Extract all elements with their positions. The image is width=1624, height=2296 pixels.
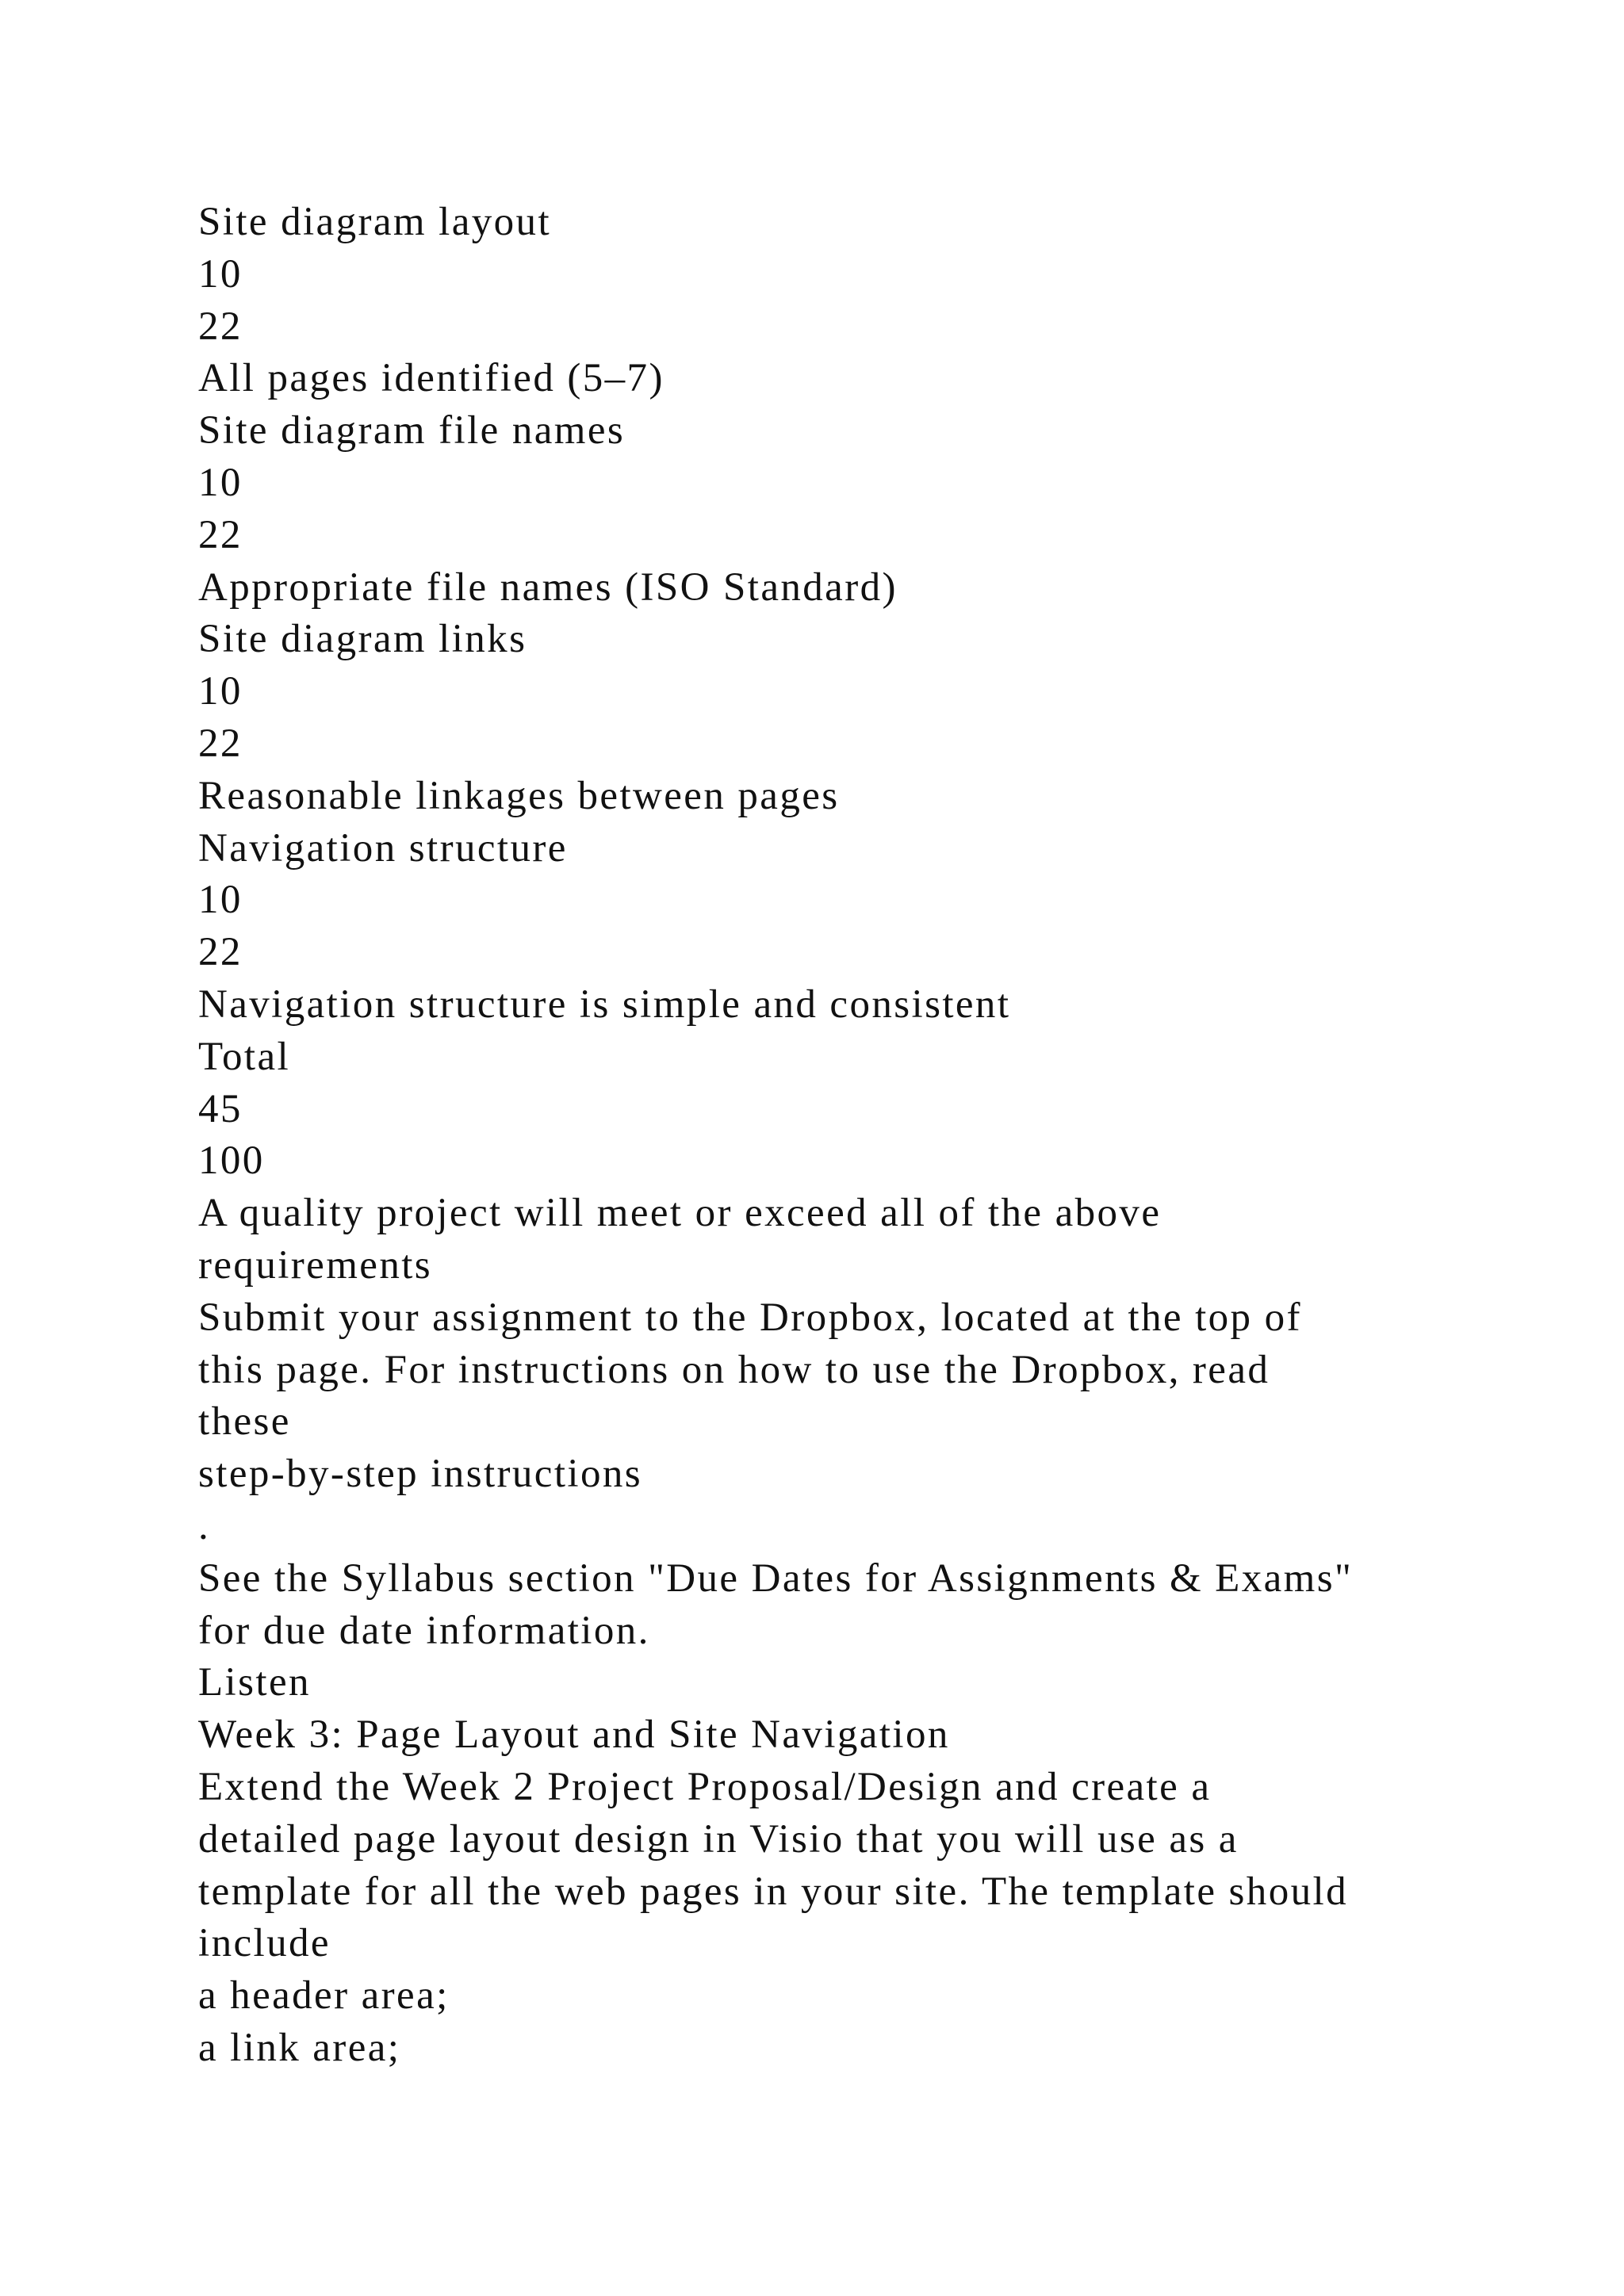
- text-line: 10: [198, 878, 243, 923]
- text-line: Reasonable linkages between pages: [198, 773, 840, 818]
- text-line: Listen: [198, 1660, 311, 1705]
- text-line: 22: [198, 930, 243, 975]
- text-line: Navigation structure: [198, 825, 568, 871]
- text-line: 10: [198, 669, 243, 714]
- text-line: 22: [198, 512, 243, 557]
- text-line: A quality project will meet or exceed all of the above: [198, 1191, 1162, 1236]
- text-line: All pages identified (5–7): [198, 356, 665, 401]
- text-line: 45: [198, 1086, 243, 1131]
- text-line: Appropriate file names (ISO Standard): [198, 564, 898, 610]
- text-line: Site diagram layout: [198, 200, 552, 244]
- text-line: template for all the web pages in your site. The template should: [198, 1869, 1348, 1914]
- text-line: 22: [198, 304, 243, 349]
- text-line: include: [198, 1921, 331, 1966]
- text-line: Navigation structure is simple and consistent: [198, 982, 1011, 1027]
- text-line: this page. For instructions on how to use the Dropbox, read: [198, 1347, 1270, 1392]
- text-line: Week 3: Page Layout and Site Navigation: [198, 1712, 950, 1758]
- text-line: 10: [198, 251, 243, 297]
- text-line: 10: [198, 460, 243, 505]
- text-line: Site diagram links: [198, 617, 527, 662]
- text-line: requirements: [198, 1242, 433, 1288]
- text-line: Submit your assignment to the Dropbox, located at the top of: [198, 1295, 1302, 1340]
- text-line: .: [198, 1503, 211, 1548]
- text-line: detailed page layout design in Visio that you will use as a: [198, 1816, 1239, 1862]
- text-line: these: [198, 1399, 291, 1445]
- text-line: a header area;: [198, 1973, 450, 2019]
- text-line: a link area;: [198, 2025, 401, 2070]
- text-line: for due date information.: [198, 1608, 650, 1653]
- document-body: [198, 197, 1507, 2075]
- text-line: Extend the Week 2 Project Proposal/Design and create a: [198, 1764, 1212, 1809]
- text-line: 100: [198, 1138, 265, 1184]
- text-line: Total: [198, 1034, 291, 1079]
- text-line: Site diagram file names: [198, 408, 626, 453]
- text-line: 22: [198, 721, 243, 766]
- text-line: step-by-step instructions: [198, 1452, 643, 1497]
- text-line: See the Syllabus section "Due Dates for Assignments & Exams": [198, 1556, 1354, 1601]
